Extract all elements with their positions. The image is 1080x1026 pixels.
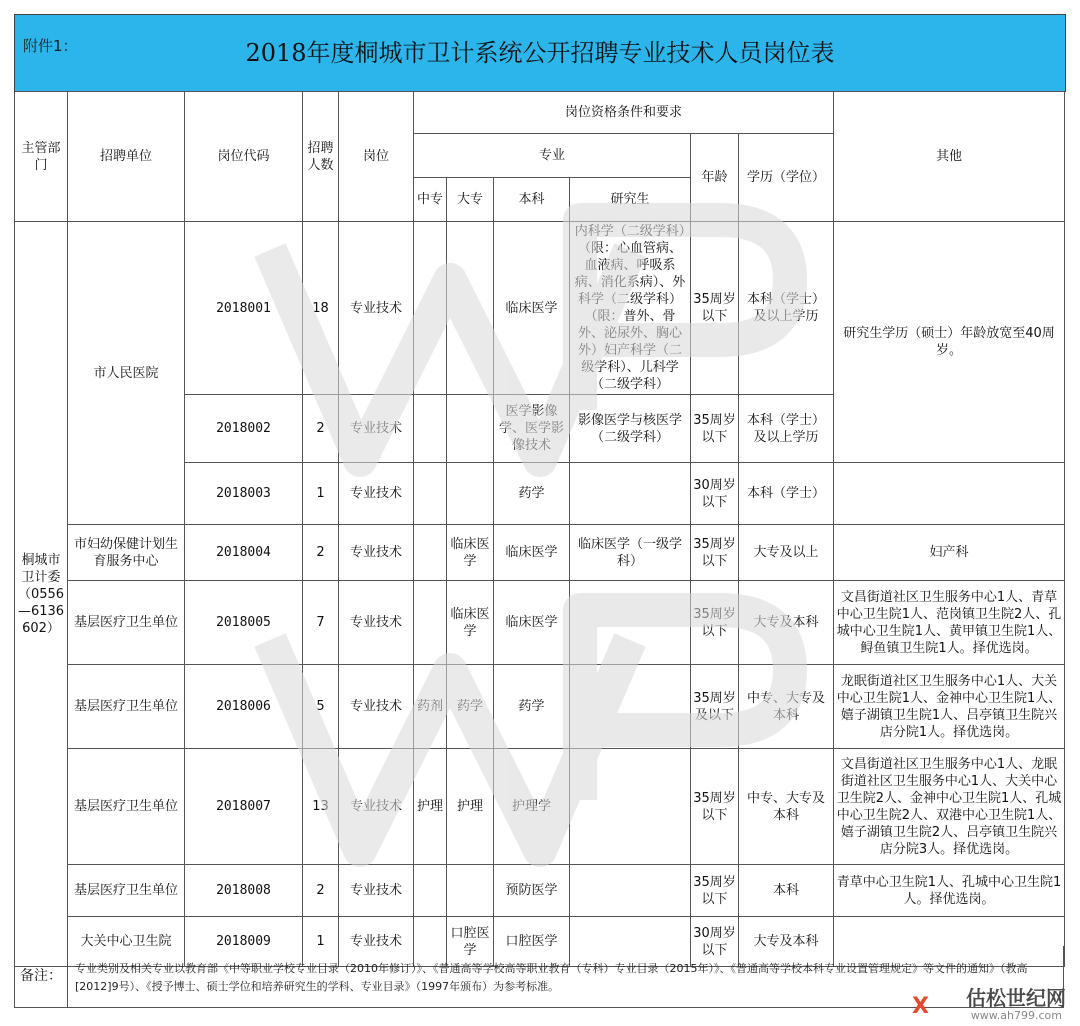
header-education: 学历（学位） [739, 134, 834, 222]
other-cell [834, 463, 1065, 525]
header-code: 岗位代码 [185, 92, 303, 222]
count-cell: 13 [303, 749, 339, 865]
zhongzhuan-cell [414, 395, 447, 463]
post-cell: 专业技术 [339, 665, 414, 749]
count-cell: 2 [303, 395, 339, 463]
yanjiusheng-cell [570, 865, 691, 917]
attachment-label: 附件1： [23, 37, 78, 55]
yanjiusheng-cell: 内科学（二级学科）（限：心血管病、血液病、呼吸系病、消化系病）、外科学（二级学科）（限：普外、骨外、泌尿外、胸心外）妇产科学（二级学科）、儿科学（二级学科） [570, 222, 691, 395]
table-row [15, 749, 1065, 865]
yanjiusheng-cell: 临床医学（一级学科） [570, 525, 691, 581]
post-cell: 专业技术 [339, 749, 414, 865]
table-row [15, 665, 1065, 749]
post-cell: 专业技术 [339, 463, 414, 525]
age-cell: 35周岁以下 [691, 865, 739, 917]
unit-cell: 基层医疗卫生单位 [68, 581, 185, 665]
header-age: 年龄 [691, 134, 739, 222]
zhongzhuan-cell [414, 222, 447, 395]
other-cell: 龙眠街道社区卫生服务中心1人、大关中心卫生院1人、金神中心卫生院1人、嬉子湖镇卫生院1人、吕亭镇卫生院兴店分院1人。择优选岗。 [834, 665, 1065, 749]
zhongzhuan-cell: 护理 [414, 749, 447, 865]
education-cell: 本科 [739, 865, 834, 917]
benke-cell: 预防医学 [494, 865, 570, 917]
code-cell: 2018003 [185, 463, 303, 525]
age-cell: 30周岁以下 [691, 917, 739, 967]
table-row [15, 581, 1065, 665]
other-cell: 妇产科 [834, 525, 1065, 581]
education-cell: 中专、大专及本科 [739, 749, 834, 865]
age-cell: 30周岁以下 [691, 463, 739, 525]
other-cell: 文昌街道社区卫生服务中心1人、龙眠街道社区卫生服务中心1人、大关中心卫生院2人、金神中心卫生院1人、孔城中心卫生院2人、双港中心卫生院1人、嬉子湖镇卫生院2人、吕亭镇卫生院兴店分院3人。择优选岗。 [834, 749, 1065, 865]
post-cell: 专业技术 [339, 222, 414, 395]
header-dept: 主管部门 [15, 92, 68, 222]
code-cell: 2018001 [185, 222, 303, 395]
education-cell: 大专及本科 [739, 581, 834, 665]
age-cell: 35周岁以下 [691, 749, 739, 865]
unit-cell: 基层医疗卫生单位 [68, 665, 185, 749]
age-cell: 35周岁以下 [691, 222, 739, 395]
post-cell: 专业技术 [339, 395, 414, 463]
code-cell: 2018009 [185, 917, 303, 967]
header-unit: 招聘单位 [68, 92, 185, 222]
benke-cell: 临床医学 [494, 525, 570, 581]
site-logo-url: www.ah799.com [970, 1009, 1062, 1022]
dazhuan-cell: 口腔医学 [447, 917, 494, 967]
zhongzhuan-cell [414, 865, 447, 917]
unit-cell: 市妇幼保健计划生育服务中心 [68, 525, 185, 581]
dazhuan-cell [447, 222, 494, 395]
recruitment-table [14, 91, 1065, 967]
benke-cell: 药学 [494, 463, 570, 525]
other-cell: 研究生学历（硕士）年龄放宽至40周岁。 [834, 222, 1065, 463]
unit-cell: 市人民医院 [68, 222, 185, 525]
unit-cell: 基层医疗卫生单位 [68, 865, 185, 917]
dazhuan-cell [447, 463, 494, 525]
remarks-label: 备注： [15, 946, 68, 1007]
dazhuan-cell [447, 395, 494, 463]
post-cell: 专业技术 [339, 581, 414, 665]
education-cell: 大专及以上 [739, 525, 834, 581]
site-logo [912, 982, 1072, 1022]
benke-cell: 临床医学 [494, 222, 570, 395]
dazhuan-cell [447, 865, 494, 917]
age-cell: 35周岁以下 [691, 395, 739, 463]
header-other: 其他 [834, 92, 1065, 222]
dazhuan-cell: 药学 [447, 665, 494, 749]
benke-cell: 口腔医学 [494, 917, 570, 967]
header-benke: 本科 [494, 178, 570, 222]
post-cell: 专业技术 [339, 525, 414, 581]
code-cell: 2018008 [185, 865, 303, 917]
education-cell: 中专、大专及本科 [739, 665, 834, 749]
yanjiusheng-cell [570, 581, 691, 665]
yanjiusheng-cell [570, 463, 691, 525]
benke-cell: 药学 [494, 665, 570, 749]
benke-cell: 护理学 [494, 749, 570, 865]
header-zhongzhuan: 中专 [414, 178, 447, 222]
table-row [15, 222, 1065, 395]
education-cell: 本科（学士）及以上学历 [739, 395, 834, 463]
yanjiusheng-cell: 影像医学与核医学（二级学科） [570, 395, 691, 463]
count-cell: 7 [303, 581, 339, 665]
unit-cell: 大关中心卫生院 [68, 917, 185, 967]
code-cell: 2018006 [185, 665, 303, 749]
remarks-text: 专业类别及相关专业以教育部《中等职业学校专业目录（2010年修订）》、《普通高等学校高等职业教育（专科）专业目录（2015年）》、《普通高等学校本科专业设置管理规定》等文件的通知》（教高[2012]9号）、《授予博士、硕士学位和培养研究生的学科、专业目录》（1997年颁布）为参考标准。 [75, 962, 1028, 993]
education-cell: 本科（学士） [739, 463, 834, 525]
dept-cell: 桐城市卫计委（0556—6136602） [15, 222, 68, 967]
site-logo-name: 估松世纪网 [966, 986, 1066, 1010]
header-post: 岗位 [339, 92, 414, 222]
zhongzhuan-cell: 药剂 [414, 665, 447, 749]
education-cell: 大专及本科 [739, 917, 834, 967]
zhongzhuan-cell [414, 525, 447, 581]
code-cell: 2018005 [185, 581, 303, 665]
dazhuan-cell: 临床医学 [447, 581, 494, 665]
yanjiusheng-cell [570, 749, 691, 865]
count-cell: 2 [303, 865, 339, 917]
dazhuan-cell: 临床医学 [447, 525, 494, 581]
unit-cell: 基层医疗卫生单位 [68, 749, 185, 865]
code-cell: 2018004 [185, 525, 303, 581]
remarks-section [14, 946, 1064, 1008]
header-major: 专业 [414, 134, 691, 178]
education-cell: 本科（学士）及以上学历 [739, 222, 834, 395]
zhongzhuan-cell [414, 463, 447, 525]
table-row [15, 865, 1065, 917]
site-logo-mark: X [912, 994, 929, 1019]
header-yanjiusheng: 研究生 [570, 178, 691, 222]
age-cell: 35周岁以下 [691, 525, 739, 581]
dazhuan-cell: 护理 [447, 749, 494, 865]
post-cell: 专业技术 [339, 865, 414, 917]
count-cell: 2 [303, 525, 339, 581]
age-cell: 35周岁及以下 [691, 665, 739, 749]
count-cell: 1 [303, 917, 339, 967]
header-qualifications: 岗位资格条件和要求 [414, 92, 834, 134]
header-count: 招聘人数 [303, 92, 339, 222]
benke-cell: 临床医学 [494, 581, 570, 665]
yanjiusheng-cell [570, 665, 691, 749]
code-cell: 2018002 [185, 395, 303, 463]
count-cell: 5 [303, 665, 339, 749]
age-cell: 35周岁以下 [691, 581, 739, 665]
other-cell: 文昌街道社区卫生服务中心1人、青草中心卫生院1人、范岗镇卫生院2人、孔城中心卫生院1人、黄甲镇卫生院1人、鲟鱼镇卫生院1人。择优选岗。 [834, 581, 1065, 665]
count-cell: 18 [303, 222, 339, 395]
header-dazhuan: 大专 [447, 178, 494, 222]
table-row [15, 525, 1065, 581]
benke-cell: 医学影像学、医学影像技术 [494, 395, 570, 463]
count-cell: 1 [303, 463, 339, 525]
other-cell: 青草中心卫生院1人、孔城中心卫生院1人。择优选岗。 [834, 865, 1065, 917]
code-cell: 2018007 [185, 749, 303, 865]
post-cell: 专业技术 [339, 917, 414, 967]
title-banner [14, 14, 1066, 92]
page-title: 2018年度桐城市卫计系统公开招聘专业技术人员岗位表 [245, 39, 835, 67]
zhongzhuan-cell [414, 581, 447, 665]
